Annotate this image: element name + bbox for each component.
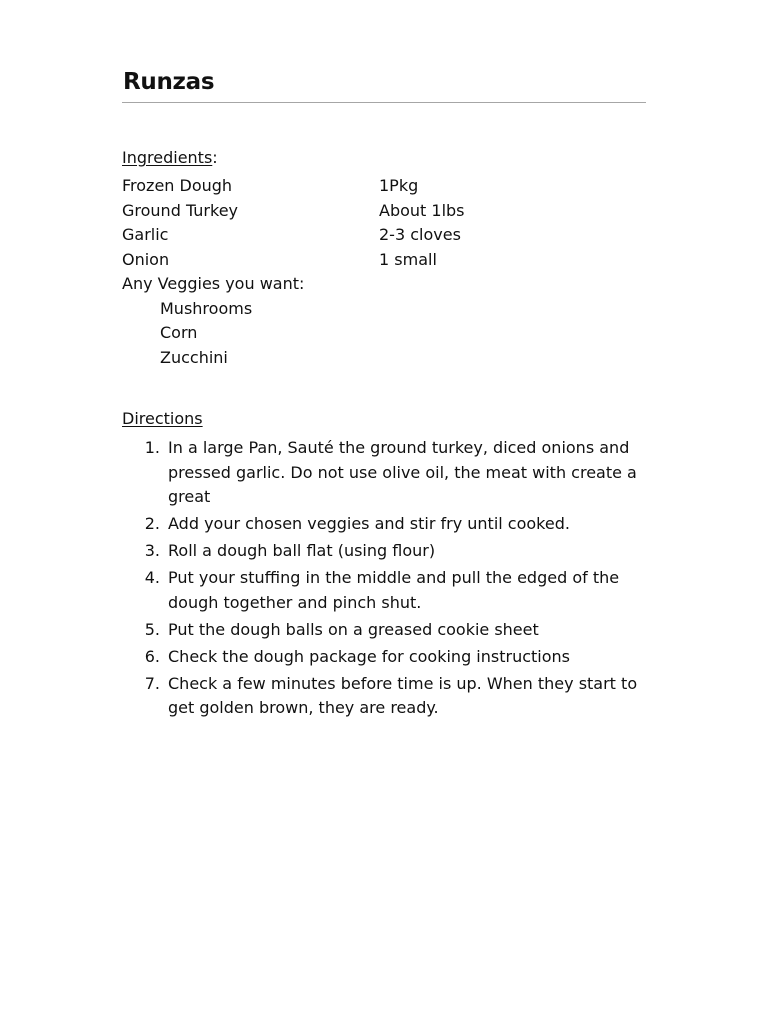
step-text: Put your stuffing in the middle and pull the edged of the dough together and pinch shut. xyxy=(168,568,620,612)
ingredient-quantity: About 1lbs xyxy=(379,200,465,220)
ingredients-heading xyxy=(122,146,218,170)
ingredient-list xyxy=(122,174,642,370)
veggie-list xyxy=(122,297,642,371)
ingredient-quantity: 1Pkg xyxy=(379,176,419,195)
veggie-item: Zucchini xyxy=(160,347,228,367)
ingredients-heading-colon: : xyxy=(212,148,218,167)
step-text: Check a few minutes before time is up. When they start to get golden brown, they are ready. xyxy=(168,673,638,717)
ingredient-row xyxy=(122,223,642,248)
direction-step xyxy=(122,645,652,670)
step-number: 3. xyxy=(144,541,160,560)
title-divider xyxy=(122,102,646,103)
ingredient-row xyxy=(122,174,642,199)
step-text: In a large Pan, Sauté the ground turkey, diced onions and pressed garlic. Do not use olive oil, the meat with create a great xyxy=(168,438,637,506)
ingredient-name: Frozen Dough xyxy=(122,176,233,195)
ingredient-row xyxy=(122,248,642,273)
step-number: 1. xyxy=(144,438,160,457)
ingredient-row xyxy=(122,272,642,297)
direction-step xyxy=(122,566,652,615)
direction-step xyxy=(122,436,652,510)
ingredient-name: Ground Turkey xyxy=(122,200,239,220)
directions-heading xyxy=(122,407,203,431)
ingredients-heading-label: Ingredients xyxy=(122,148,213,167)
ingredient-quantity: 1 small xyxy=(379,249,437,269)
direction-step xyxy=(122,672,652,721)
step-number: 5. xyxy=(144,619,160,639)
ingredient-quantity: 2-3 cloves xyxy=(379,225,461,244)
step-text: Put the dough balls on a greased cookie sheet xyxy=(168,619,539,639)
veggie-item: Mushrooms xyxy=(160,298,253,318)
veggie-group xyxy=(122,297,642,371)
directions-heading-label: Directions xyxy=(122,409,203,428)
direction-step xyxy=(122,618,652,643)
page-title: Runzas xyxy=(123,69,215,95)
step-number: 6. xyxy=(144,646,160,666)
ingredient-row xyxy=(122,199,642,224)
ingredient-name: Onion xyxy=(122,249,170,269)
step-number: 7. xyxy=(144,673,160,693)
step-text: Check the dough package for cooking instructions xyxy=(168,646,570,666)
direction-step xyxy=(122,512,652,537)
direction-step xyxy=(122,539,652,564)
veggie-item: Corn xyxy=(160,323,198,342)
step-number: 4. xyxy=(144,568,160,587)
directions-list xyxy=(122,436,652,723)
step-number: 2. xyxy=(144,514,160,533)
ingredient-name: Garlic xyxy=(122,225,169,244)
ingredient-name: Any Veggies you want: xyxy=(122,274,305,293)
step-text: Add your chosen veggies and stir fry until cooked. xyxy=(168,514,570,533)
step-text: Roll a dough ball flat (using flour) xyxy=(168,541,436,560)
